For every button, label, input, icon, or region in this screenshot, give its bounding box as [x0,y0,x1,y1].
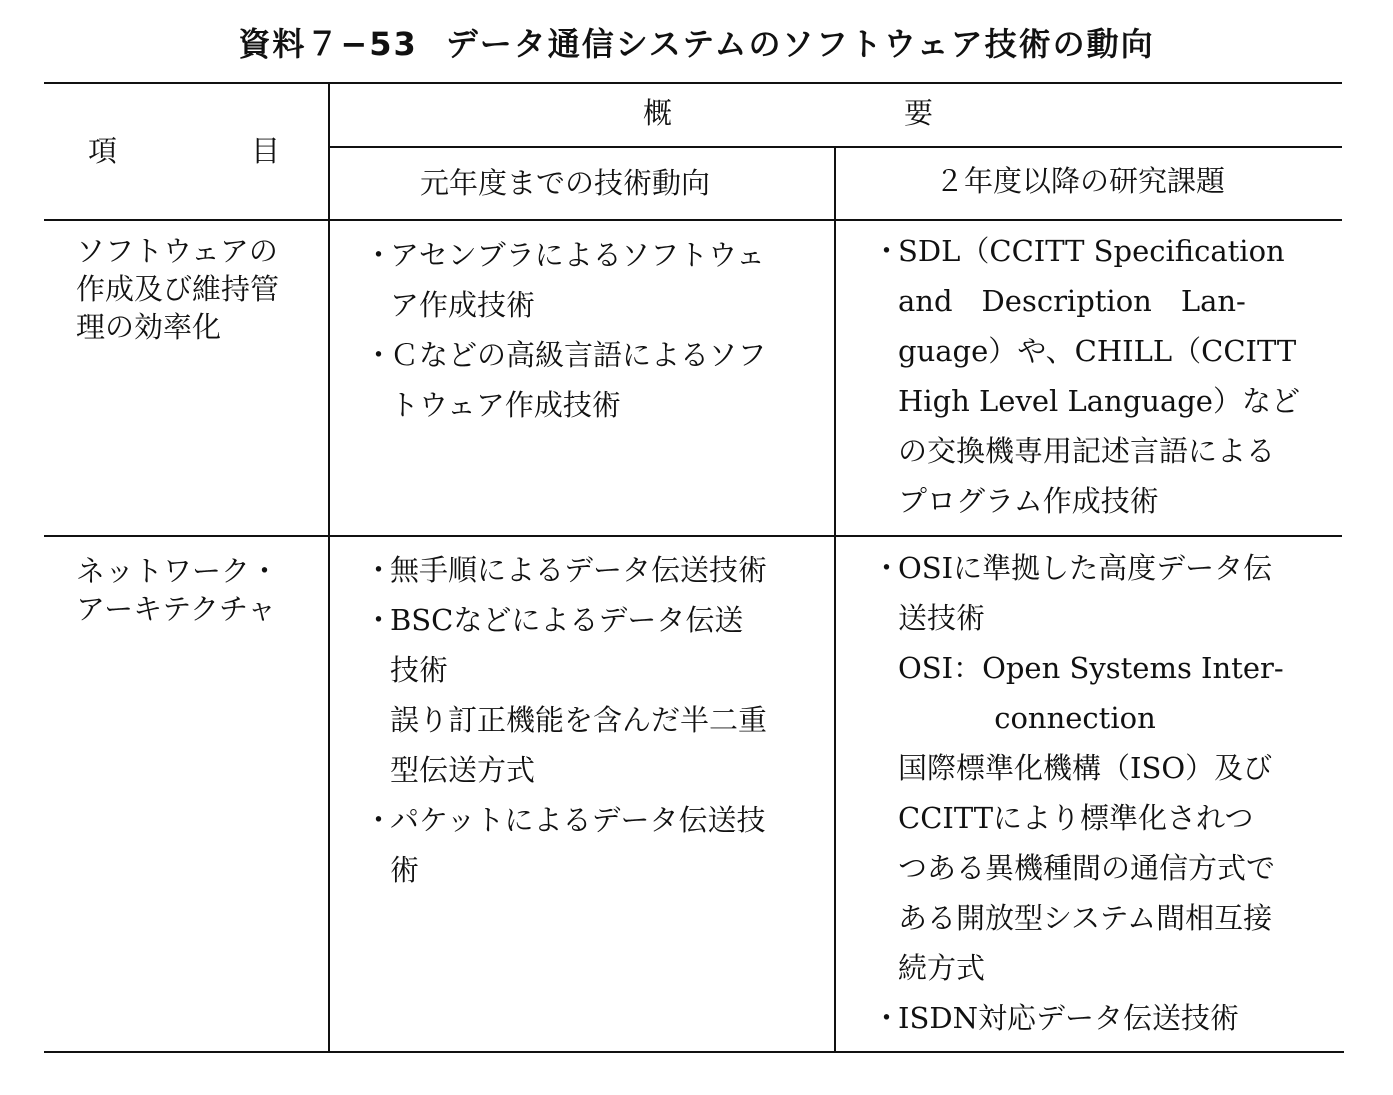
header-item [88,126,280,176]
list-item [872,376,1300,426]
bullet: ・ [364,338,394,372]
list-item-text: 送技術 [898,601,986,635]
list-item [364,230,766,280]
list-item [872,476,1300,526]
header-col-future: ２年度以降の研究課題 [935,164,1226,198]
list-item [364,745,767,795]
title-number: 資料７−53 [238,25,418,63]
bullet: ・ [364,238,394,272]
list-item-text: 術 [390,853,420,887]
list-item-text: トウェア作成技術 [390,388,621,422]
list-item-text: ア作成技術 [390,288,536,322]
column-rule-2 [834,146,836,1052]
page-title [0,24,1393,64]
list-item-text: アセンブラによるソフトウェ [390,238,765,272]
row-2-item-line: アーキテクチャ [76,592,277,626]
list-item [364,695,767,745]
bullet: ・ [364,553,394,587]
list-item-text: and Description Lan- [898,284,1246,318]
bullet: ・ [364,803,394,837]
list-item [364,280,766,330]
list-item-text: の交換機専用記述言語による [898,434,1276,468]
row-1-future [872,226,1300,526]
bullet: ・ [872,1001,902,1035]
list-item [872,943,1284,993]
row-2-current [364,545,767,895]
list-item-text: BSCなどによるデータ伝送 [390,603,744,637]
list-item [872,326,1300,376]
list-item-text: ある開放型システム間相互接 [898,901,1273,935]
header-bottom-rule [44,219,1342,221]
header-item-label: 項 目 [88,134,280,168]
list-item [364,845,767,895]
list-item-text: CCITTにより標準化されつ [898,801,1254,835]
list-item [872,693,1284,743]
header-col-current: 元年度までの技術動向 [420,166,711,200]
list-item [364,545,767,595]
list-item-text: 誤り訂正機能を含んだ半二重 [390,703,768,737]
table-top-rule [44,82,1342,84]
list-item-text: Ｃなどの高級言語によるソフ [390,338,767,372]
list-item-text: High Level Language）など [898,384,1300,418]
list-item-text: OSI：Open Systems Inter- [898,651,1284,685]
list-item [872,276,1300,326]
list-item [872,643,1284,693]
list-item [872,543,1284,593]
row-1-item [76,232,279,346]
list-item-text: ISDN対応データ伝送技術 [898,1001,1239,1035]
list-item-text: 続方式 [898,951,986,985]
list-item-text: 技術 [390,653,449,687]
list-item-text: SDL（CCITT Specification [898,234,1285,268]
list-item [364,645,767,695]
row-2-item [76,552,279,628]
list-item [364,380,766,430]
list-item [364,795,767,845]
row-1-item-line: 作成及び維持管 [76,272,280,306]
list-item [872,893,1284,943]
list-item-text: 型伝送方式 [390,753,536,787]
list-item [872,226,1300,276]
list-item [872,426,1300,476]
row-2-future [872,543,1284,1043]
row-1-current [364,230,766,430]
row-1-item-line: ソフトウェアの [76,234,278,268]
list-item [872,843,1284,893]
table-bottom-rule [44,1051,1344,1053]
bullet: ・ [872,551,902,585]
list-item-text: プログラム作成技術 [898,484,1159,518]
row-1-item-line: 理の効率化 [76,310,222,344]
list-item [364,595,767,645]
list-item-text: つある異機種間の通信方式で [898,851,1276,885]
row-divider-rule [44,535,1342,537]
title-text: データ通信システムのソフトウェア技術の動向 [445,25,1155,63]
list-item-text: OSIに準拠した高度データ伝 [898,551,1273,585]
list-item-text: 国際標準化機構（ISO）及び [898,751,1273,785]
list-item-text: guage）や、CHILL（CCITT [898,334,1297,368]
list-item [872,793,1284,843]
row-2-item-line: ネットワーク・ [76,554,280,588]
bullet: ・ [872,234,902,268]
list-item-text: connection [898,701,1156,735]
bullet: ・ [364,603,394,637]
list-item [872,593,1284,643]
list-item-text: 無手順によるデータ伝送技術 [390,553,768,587]
list-item [872,993,1284,1043]
header-overview: 概 要 [643,96,934,130]
list-item-text: パケットによるデータ伝送技 [390,803,766,837]
column-rule-1 [328,82,330,1052]
list-item [872,743,1284,793]
list-item [364,330,766,380]
